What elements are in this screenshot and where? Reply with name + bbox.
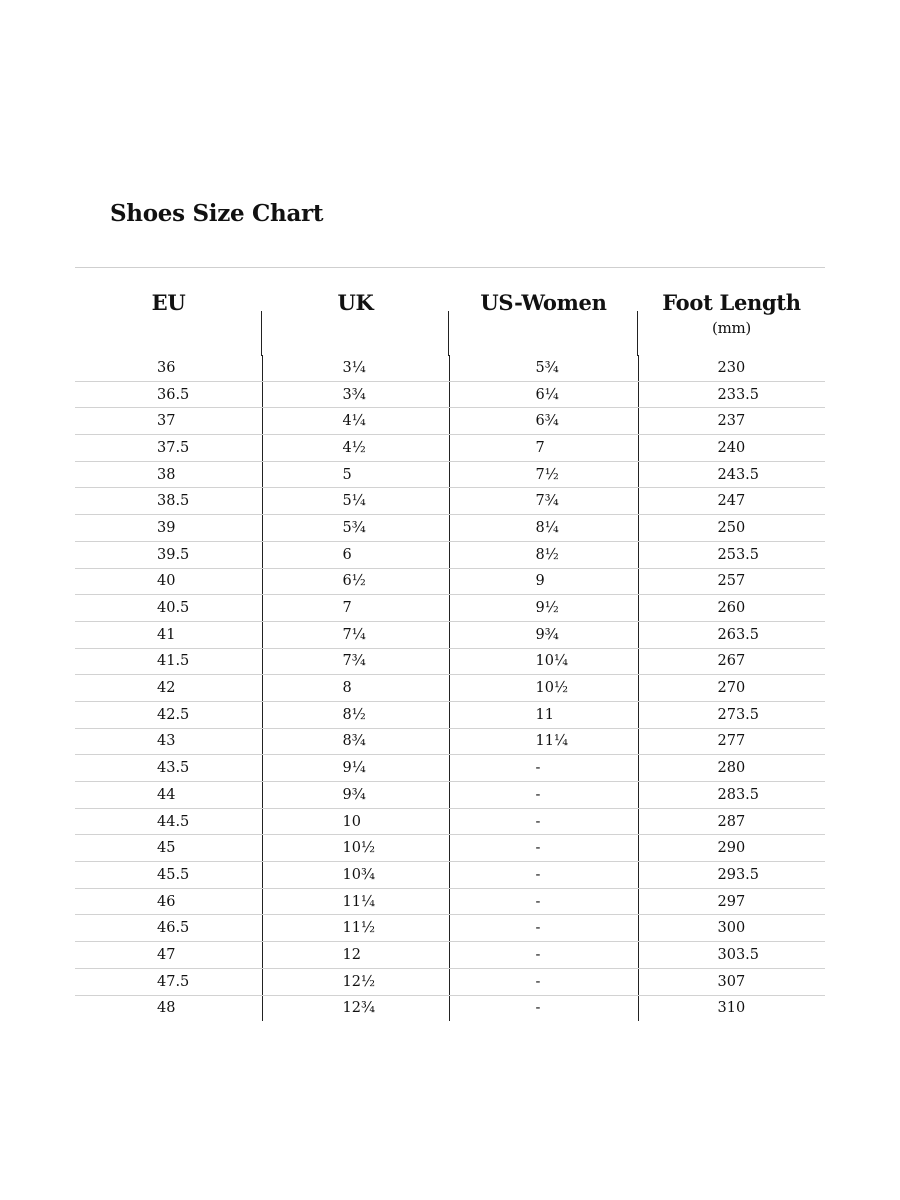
- foot-length-cell: 287: [638, 808, 825, 835]
- us-women-cell: -: [449, 755, 638, 782]
- us-women-cell: -: [449, 808, 638, 835]
- foot-length-cell: 260: [638, 595, 825, 622]
- eu-cell: 41: [75, 621, 262, 648]
- table-row: [75, 461, 825, 488]
- us-women-cell: 9¾: [449, 621, 638, 648]
- foot-length-cell: 253.5: [638, 541, 825, 568]
- eu-cell: 42.5: [75, 701, 262, 728]
- eu-cell: 36.5: [75, 381, 262, 408]
- table-row: [75, 595, 825, 622]
- uk-cell: 9¾: [262, 782, 449, 809]
- uk-cell: 8¾: [262, 728, 449, 755]
- us-women-cell: -: [449, 942, 638, 969]
- eu-cell: 38.5: [75, 488, 262, 515]
- column-header-uk-label: UK: [337, 290, 374, 315]
- foot-length-cell: 233.5: [638, 381, 825, 408]
- uk-cell: 7: [262, 595, 449, 622]
- us-women-cell: 10¼: [449, 648, 638, 675]
- us-women-cell: -: [449, 862, 638, 889]
- uk-cell: 5¾: [262, 515, 449, 542]
- eu-cell: 45.5: [75, 862, 262, 889]
- us-women-cell: -: [449, 915, 638, 942]
- foot-length-cell: 283.5: [638, 782, 825, 809]
- foot-length-cell: 303.5: [638, 942, 825, 969]
- table-row: [75, 701, 825, 728]
- eu-cell: 43.5: [75, 755, 262, 782]
- uk-cell: 10½: [262, 835, 449, 862]
- table-row: [75, 541, 825, 568]
- us-women-cell: -: [449, 782, 638, 809]
- us-women-cell: 7½: [449, 461, 638, 488]
- uk-cell: 9¼: [262, 755, 449, 782]
- foot-length-cell: 307: [638, 968, 825, 995]
- eu-cell: 40.5: [75, 595, 262, 622]
- us-women-cell: 7: [449, 435, 638, 462]
- table-row: [75, 942, 825, 969]
- foot-length-cell: 247: [638, 488, 825, 515]
- eu-cell: 44: [75, 782, 262, 809]
- uk-cell: 5¼: [262, 488, 449, 515]
- eu-cell: 42: [75, 675, 262, 702]
- uk-cell: 6½: [262, 568, 449, 595]
- uk-cell: 7¼: [262, 621, 449, 648]
- foot-length-cell: 240: [638, 435, 825, 462]
- uk-cell: 10¾: [262, 862, 449, 889]
- table-row: [75, 408, 825, 435]
- uk-cell: 12: [262, 942, 449, 969]
- table-row: [75, 515, 825, 542]
- eu-cell: 38: [75, 461, 262, 488]
- foot-length-cell: 270: [638, 675, 825, 702]
- foot-length-cell: 237: [638, 408, 825, 435]
- table-header-row: [75, 285, 825, 355]
- uk-cell: 10: [262, 808, 449, 835]
- eu-cell: 43: [75, 728, 262, 755]
- column-header-foot-length: [638, 285, 825, 355]
- column-header-us-women: [449, 285, 638, 355]
- us-women-cell: 5¾: [449, 355, 638, 381]
- us-women-cell: -: [449, 888, 638, 915]
- eu-cell: 37: [75, 408, 262, 435]
- eu-cell: 39: [75, 515, 262, 542]
- us-women-cell: 11: [449, 701, 638, 728]
- table-row: [75, 915, 825, 942]
- table-row: [75, 355, 825, 381]
- column-header-foot-length-label: Foot Length: [662, 290, 801, 315]
- table-row: [75, 435, 825, 462]
- table-row: [75, 648, 825, 675]
- column-header-eu: [75, 285, 262, 355]
- uk-cell: 3¾: [262, 381, 449, 408]
- foot-length-cell: 230: [638, 355, 825, 381]
- uk-cell: 4½: [262, 435, 449, 462]
- foot-length-cell: 290: [638, 835, 825, 862]
- table-row: [75, 488, 825, 515]
- column-header-uk: [262, 285, 449, 355]
- table-row: [75, 782, 825, 809]
- eu-cell: 41.5: [75, 648, 262, 675]
- eu-cell: 36: [75, 355, 262, 381]
- us-women-cell: 8¼: [449, 515, 638, 542]
- us-women-cell: 6¼: [449, 381, 638, 408]
- foot-length-cell: 257: [638, 568, 825, 595]
- table-row: [75, 862, 825, 889]
- size-chart-table: [75, 285, 825, 1021]
- eu-cell: 47: [75, 942, 262, 969]
- foot-length-cell: 293.5: [638, 862, 825, 889]
- us-women-cell: -: [449, 835, 638, 862]
- foot-length-cell: 277: [638, 728, 825, 755]
- uk-cell: 11¼: [262, 888, 449, 915]
- eu-cell: 40: [75, 568, 262, 595]
- eu-cell: 39.5: [75, 541, 262, 568]
- foot-length-cell: 300: [638, 915, 825, 942]
- foot-length-cell: 280: [638, 755, 825, 782]
- foot-length-cell: 310: [638, 995, 825, 1021]
- us-women-cell: 11¼: [449, 728, 638, 755]
- us-women-cell: 9: [449, 568, 638, 595]
- uk-cell: 12½: [262, 968, 449, 995]
- uk-cell: 5: [262, 461, 449, 488]
- us-women-cell: 6¾: [449, 408, 638, 435]
- us-women-cell: 8½: [449, 541, 638, 568]
- uk-cell: 4¼: [262, 408, 449, 435]
- uk-cell: 12¾: [262, 995, 449, 1021]
- foot-length-cell: 267: [638, 648, 825, 675]
- uk-cell: 8½: [262, 701, 449, 728]
- foot-length-cell: 273.5: [638, 701, 825, 728]
- eu-cell: 44.5: [75, 808, 262, 835]
- eu-cell: 46: [75, 888, 262, 915]
- uk-cell: 8: [262, 675, 449, 702]
- column-header-eu-label: EU: [151, 290, 186, 315]
- eu-cell: 48: [157, 1000, 176, 1017]
- uk-cell: 11½: [262, 915, 449, 942]
- foot-length-cell: 297: [638, 888, 825, 915]
- eu-cell: 37.5: [75, 435, 262, 462]
- table-row: [75, 835, 825, 862]
- column-header-us-women-label: US-Women: [480, 290, 607, 315]
- table-row: [75, 675, 825, 702]
- foot-length-cell: 263.5: [638, 621, 825, 648]
- uk-cell: 6: [262, 541, 449, 568]
- eu-cell: 45: [75, 835, 262, 862]
- table-row: [75, 968, 825, 995]
- uk-cell: 3¼: [262, 355, 449, 381]
- top-divider: [75, 267, 825, 268]
- foot-length-cell: 250: [638, 515, 825, 542]
- eu-cell: 47.5: [75, 968, 262, 995]
- table-row: [75, 755, 825, 782]
- table-row: [75, 888, 825, 915]
- us-women-cell: 10½: [449, 675, 638, 702]
- uk-cell: 7¾: [262, 648, 449, 675]
- us-women-cell: 7¾: [449, 488, 638, 515]
- table-row: [75, 568, 825, 595]
- us-women-cell: -: [449, 995, 638, 1021]
- page-title: Shoes Size Chart: [110, 200, 324, 227]
- table-body: [75, 355, 825, 1021]
- table-row: [75, 808, 825, 835]
- table-row: [75, 728, 825, 755]
- eu-cell: 46.5: [75, 915, 262, 942]
- foot-length-cell: 243.5: [638, 461, 825, 488]
- table-row: [75, 995, 825, 1021]
- table-row: [75, 381, 825, 408]
- us-women-cell: -: [449, 968, 638, 995]
- us-women-cell: 9½: [449, 595, 638, 622]
- table-row: [75, 621, 825, 648]
- column-header-foot-length-unit: (mm): [712, 319, 751, 337]
